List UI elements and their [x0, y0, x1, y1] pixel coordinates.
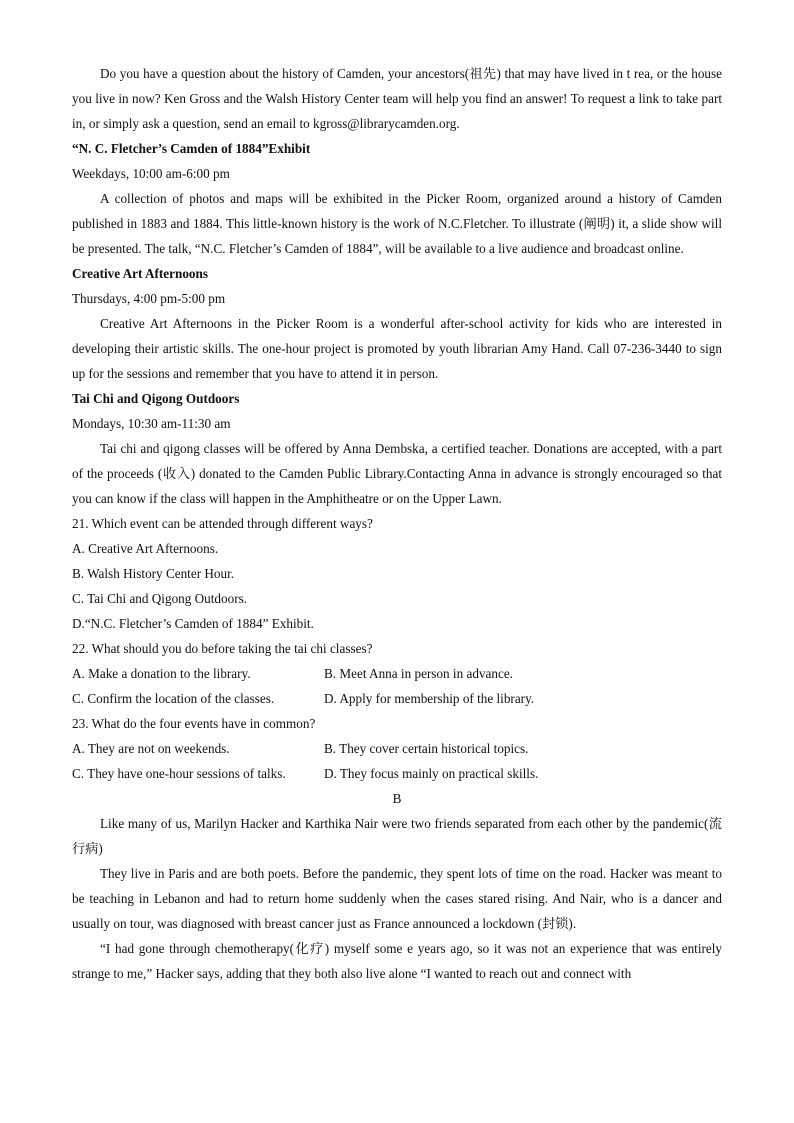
options-row: [72, 661, 722, 686]
passage-paragraph: They live in Paris and are both poets. Before the pandemic, they spent lots of time on the road. Hacker was meant to be teaching in Lebanon and had to return home suddenly when the cases stared rising. And Nair, who is a dancer and usually on tour, was diagnosed with breast cancer just as France announced a lockdown (封锁).: [72, 866, 722, 931]
event-title: Tai Chi and Qigong Outdoors: [72, 391, 240, 406]
passage-paragraph: Like many of us, Marilyn Hacker and Karthika Nair were two friends separated from each other by the pandemic(流行病): [72, 816, 722, 856]
answer-option: A. They are not on weekends.: [72, 741, 230, 756]
answer-option: A. Creative Art Afternoons.: [72, 541, 219, 556]
answer-option: B. Walsh History Center Hour.: [72, 566, 235, 581]
answer-option: D. Apply for membership of the library.: [324, 691, 535, 706]
answer-option: C. Tai Chi and Qigong Outdoors.: [72, 591, 248, 606]
event-title: Creative Art Afternoons: [72, 266, 208, 281]
intro-paragraph: Do you have a question about the history of Camden, your ancestors(祖先) that may have lived in t rea, or the house you live in now? Ken Gross and the Walsh History Center team will help you find an answer! To request a link to take part in, or simply ask a question, send an email to kgross@librarycamden.org.: [72, 66, 722, 131]
event-title: “N. C. Fletcher’s Camden of 1884”Exhibit: [72, 141, 311, 156]
answer-option: D. They focus mainly on practical skills.: [324, 766, 539, 781]
passage-paragraph: “I had gone through chemotherapy(化疗) myself some e years ago, so it was not an experience that was entirely strange to me,” Hacker says, adding that they both also live alone “I wanted to reach out and connect with: [72, 941, 722, 981]
options-row: [72, 686, 722, 711]
answer-option: A. Make a donation to the library.: [72, 666, 251, 681]
event-description: A collection of photos and maps will be exhibited in the Picker Room, organized around a history of Camden published in 1883 and 1884. This little-known history is the work of N.C.Fletcher. To illustrate (阐明) it, a slide show will be presented. The talk, “N.C. Fletcher’s Camden of 1884”, will be available to a live audience and broadcast online.: [72, 191, 722, 256]
event-time: Thursdays, 4:00 pm-5:00 pm: [72, 291, 226, 306]
event-description: Tai chi and qigong classes will be offered by Anna Dembska, a certified teacher. Donations are accepted, with a part of the proceeds (收入) donated to the Camden Public Library.Contacting Anna in advance is strongly encouraged so that you can know if the class will happen in the Amphitheatre or on the Upper Lawn.: [72, 441, 722, 506]
answer-option: B. Meet Anna in person in advance.: [324, 666, 513, 681]
document-page: [72, 61, 722, 986]
options-row: [72, 736, 722, 761]
answer-option: C. They have one-hour sessions of talks.: [72, 766, 286, 781]
answer-option: C. Confirm the location of the classes.: [72, 691, 275, 706]
question-stem: 22. What should you do before taking the tai chi classes?: [72, 641, 373, 656]
event-time: Mondays, 10:30 am-11:30 am: [72, 416, 231, 431]
answer-option: B. They cover certain historical topics.: [324, 741, 529, 756]
section-label: B: [392, 791, 402, 806]
question-stem: 21. Which event can be attended through different ways?: [72, 516, 373, 531]
options-row: [72, 761, 722, 786]
event-description: Creative Art Afternoons in the Picker Room is a wonderful after-school activity for kids who are interested in developing their artistic skills. The one-hour project is promoted by youth librarian Amy Hand. Call 07-236-3440 to sign up for the sessions and remember that you have to attend it in person.: [72, 316, 722, 381]
question-stem: 23. What do the four events have in common?: [72, 716, 316, 731]
event-time: Weekdays, 10:00 am-6:00 pm: [72, 166, 230, 181]
answer-option: D.“N.C. Fletcher’s Camden of 1884” Exhibit.: [72, 616, 314, 631]
